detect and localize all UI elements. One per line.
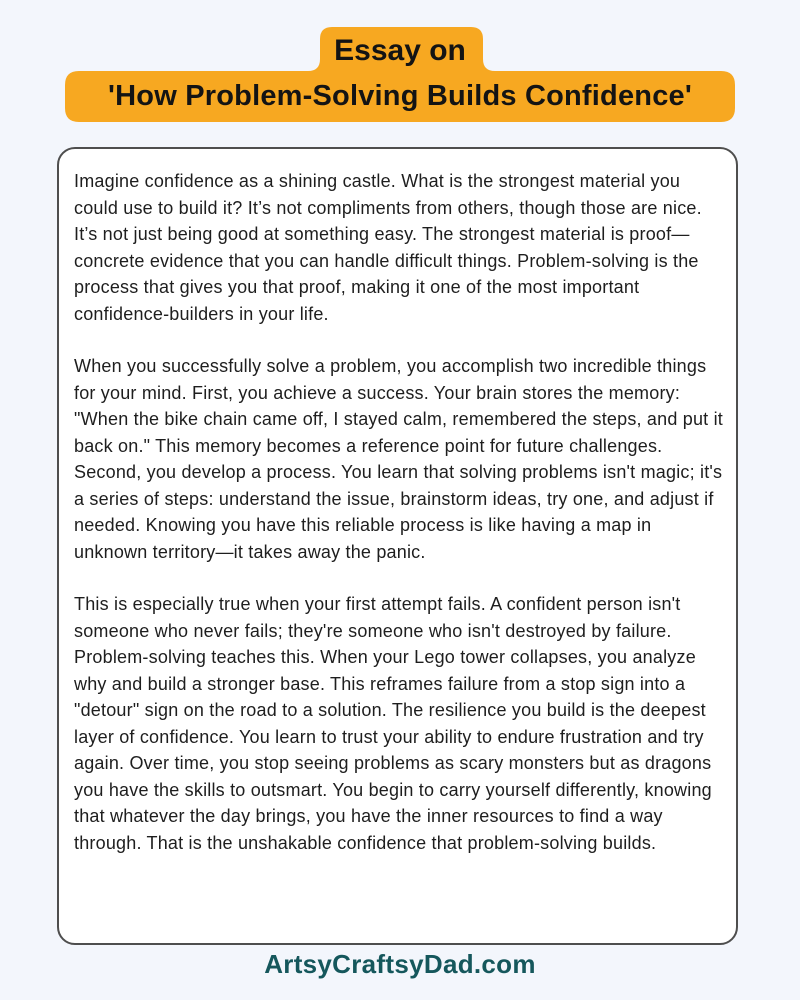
badge-title: 'How Problem-Solving Builds Confidence'	[108, 80, 692, 112]
site-link[interactable]: ArtsyCraftsyDad.com	[264, 949, 536, 979]
title-badge	[65, 27, 735, 122]
essay-paragraph-1: Imagine confidence as a shining castle. What is the strongest material you could use to build it? It’s not compliments from others, though those are nice. It’s not just being good at something easy. The strongest material is proof—concrete evidence that you can handle difficult things. Problem-solving is the process that gives you that proof, making it one of the most important confidence-builders in your life.	[74, 171, 702, 324]
essay-card	[57, 147, 738, 945]
essay-paragraph-2: When you successfully solve a problem, you accomplish two incredible things for your mind. First, you achieve a success. Your brain stores the memory: "When the bike chain came off, I stayed calm, remembered the steps, and put it back on." This memory becomes a reference point for future challenges. Second, you develop a process. You learn that solving problems isn't magic; it's a series of steps: understand the issue, brainstorm ideas, try one, and adjust if needed. Knowing you have this reliable process is like having a map in unknown territory—it takes away the panic.	[74, 356, 723, 562]
footer	[0, 949, 800, 980]
essay-paragraph-3: This is especially true when your first attempt fails. A confident person isn't someone who never fails; they're someone who isn't destroyed by failure. Problem-solving teaches this. When your Lego tower collapses, you analyze why and build a stronger base. This reframes failure from a stop sign into a "detour" sign on the road to a solution. The resilience you build is the deepest layer of confidence. You learn to trust your ability to endure frustration and try again. Over time, you stop seeing problems as scary monsters but as dragons you have the skills to outsmart. You begin to carry yourself differently, knowing that whatever the day brings, you have the inner resources to find a way through. That is the unshakable confidence that problem-solving builds.	[74, 594, 712, 853]
badge-kicker: Essay on	[334, 34, 466, 67]
